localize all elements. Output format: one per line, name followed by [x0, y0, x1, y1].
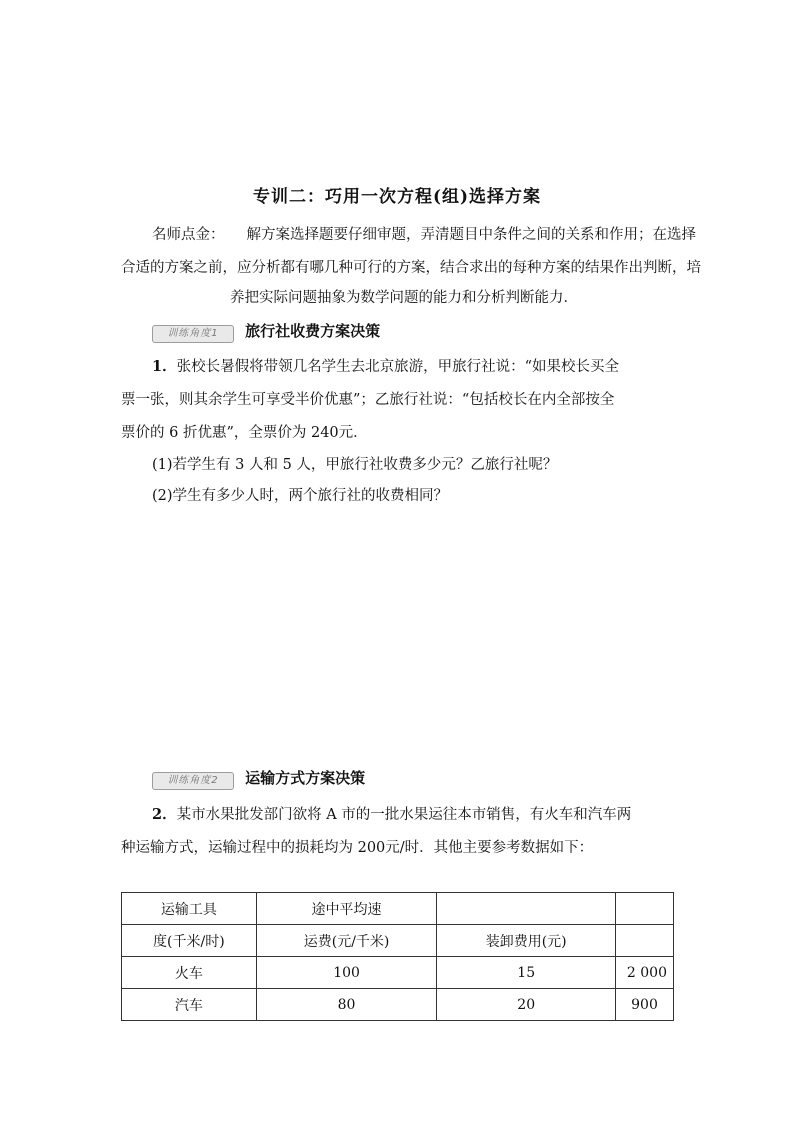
tips-line-1: [152, 223, 696, 244]
table-cell: 900: [616, 989, 674, 1021]
table-cell: [437, 893, 616, 925]
table-row: [122, 893, 674, 925]
table-cell: 15: [437, 957, 616, 989]
tips-label: 名师点金：: [152, 227, 225, 243]
q2-text-1: 某市水果批发部门欲将 A 市的一批水果运往本市销售，有火车和汽车两: [176, 807, 632, 823]
table-cell: 运输工具: [122, 893, 257, 925]
table-cell: 火车: [122, 957, 257, 989]
tips-line-2: 合适的方案之前，应分析都有哪几种可行的方案，结合求出的每种方案的结果作出判断，培: [121, 260, 701, 276]
table-cell: 运费(元/千米): [256, 925, 437, 957]
section1-title: 旅行社收费方案决策: [245, 322, 381, 340]
q1-line-1: [152, 355, 619, 376]
table-row: [122, 989, 674, 1021]
section2-title: 运输方式方案决策: [245, 769, 366, 787]
tips-line-3: 养把实际问题抽象为数学问题的能力和分析判断能力．: [230, 290, 578, 306]
table-cell: 度(千米/时): [122, 925, 257, 957]
q1-sub-2: (2)学生有多少人时，两个旅行社的收费相同？: [152, 488, 449, 504]
section2-badge: 训练角度2: [152, 772, 234, 790]
tips-text-1: 解方案选择题要仔细审题，弄清题目中条件之间的关系和作用；在选择: [246, 227, 696, 243]
section2-heading: [152, 767, 365, 790]
table-cell: 80: [256, 989, 437, 1021]
table-cell: 20: [437, 989, 616, 1021]
q2-line-1: [152, 803, 631, 824]
table-cell: 汽车: [122, 989, 257, 1021]
table-row: [122, 957, 674, 989]
q1-text-1: 张校长暑假将带领几名学生去北京旅游，甲旅行社说：“如果校长买全: [176, 359, 620, 375]
transport-table: [121, 892, 674, 1021]
table-cell: [616, 893, 674, 925]
q2-line-2: 种运输方式，运输过程中的损耗均为 200元/时．其他主要参考数据如下：: [121, 840, 594, 856]
table-cell: 2 000: [616, 957, 674, 989]
section1-badge: 训练角度1: [152, 325, 234, 343]
q2-number: 2．: [152, 806, 177, 823]
table-cell: [616, 925, 674, 957]
q1-sub-1: (1)若学生有 3 人和 5 人，甲旅行社收费多少元？乙旅行社呢？: [152, 457, 558, 473]
table-cell: 装卸费用(元): [437, 925, 616, 957]
table-row: [122, 925, 674, 957]
q1-line-2: 票一张，则其余学生可享受半价优惠”；乙旅行社说：“包括校长在内全部按全: [121, 392, 615, 408]
q1-number: 1．: [152, 358, 177, 375]
table-cell: 途中平均速: [256, 893, 437, 925]
q1-line-3: 票价的 6 折优惠”，全票价为 240元．: [121, 425, 368, 441]
table-cell: 100: [256, 957, 437, 989]
section1-heading: [152, 320, 380, 343]
page-title: 专训二：巧用一次方程(组)选择方案: [252, 187, 542, 207]
